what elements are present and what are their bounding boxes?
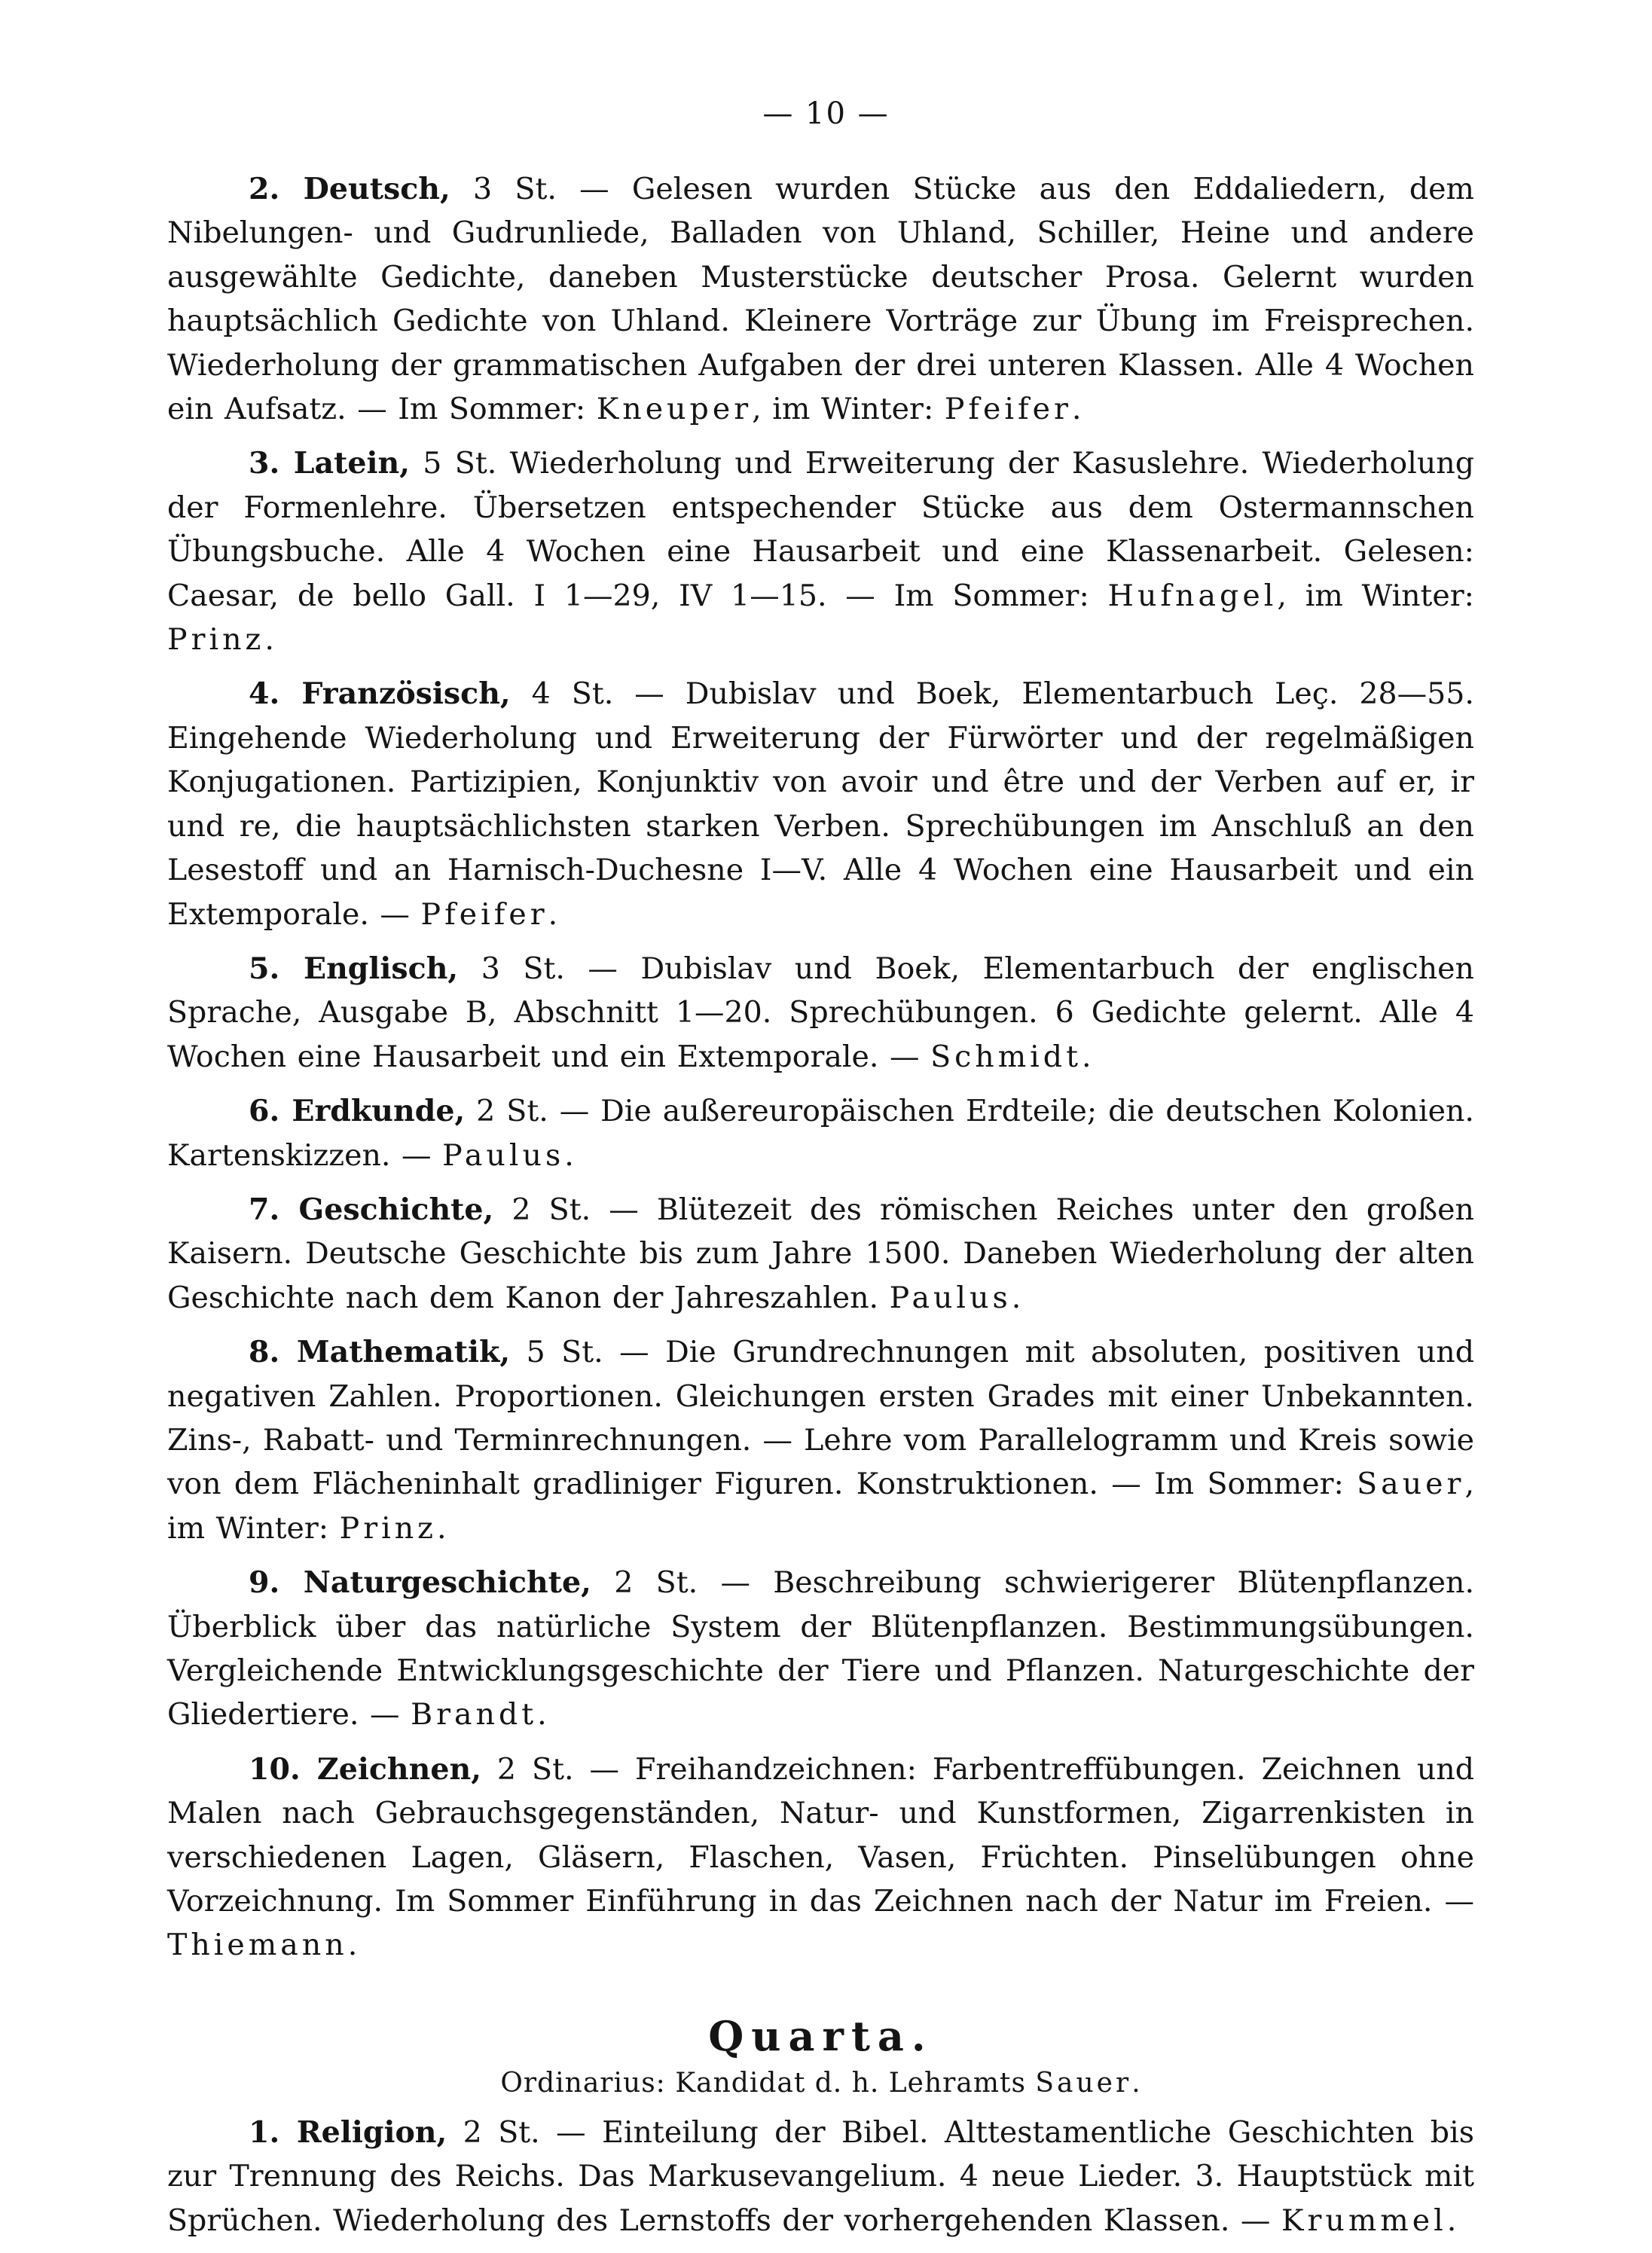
section-zeichnen <box>167 1748 1474 1968</box>
section-text: . <box>548 896 558 932</box>
subject-heading: 10. Zeichnen, <box>249 1751 481 1787</box>
section-text: . <box>264 622 274 658</box>
page-number: — 10 — <box>762 96 890 131</box>
section-text: . <box>1446 2203 1457 2238</box>
teacher-name: Kneuper <box>596 392 753 427</box>
teacher-name: Paulus <box>889 1280 1012 1315</box>
section-text: 3 St. — Dubislav und Boek, Elementarbuch der englischen Sprache, Ausgabe B, Abschnitt 1—20. Sprechübungen. 6 Gedichte gelernt. Alle 4 Wochen eine Hausarbeit und ein Extemporale. — <box>167 951 1475 1074</box>
section-text: . <box>1011 1280 1021 1315</box>
section-text: 4 St. — Dubislav und Boek, Elementarbuch Leç. 28—55. Eingehende Wiederholung und Erweiterung der Fürwörter und der regelmäßigen Konjugationen. Partizipien, Konjunktiv von avoir und être und der Verben auf er, ir und re, die hauptsächlichsten starken Verben. Sprechübungen im Anschluß an den Lesestoff und an Harnisch-Duchesne I—V. Alle 4 Wochen eine Hausarbeit und ein Extemporale. — <box>167 676 1474 932</box>
subject-heading: 2. Deutsch, <box>249 172 450 206</box>
teacher-name: Pfeifer <box>420 896 548 932</box>
subject-heading: 9. Naturgeschichte, <box>249 1565 591 1601</box>
subject-heading: 4. Französisch, <box>249 676 511 712</box>
page-content <box>167 167 1474 2253</box>
teacher-name: Hufnagel <box>1107 578 1278 613</box>
subject-heading: 3. Latein, <box>249 446 410 481</box>
section-text: . <box>1081 1039 1092 1074</box>
section-text: 2 St. — Beschreibung schwierigerer Blütenpflanzen. Überblick über das natürliche System der Blütenpflanzen. Bestimmungsübungen. Vergleichende Entwicklungsgeschichte der Tiere und Pflanzen. Naturgeschichte der Gliedertiere. — <box>167 1565 1475 1732</box>
teacher-name: Schmidt <box>930 1039 1082 1074</box>
teacher-name: Paulus <box>442 1137 565 1173</box>
teacher-name: Prinz <box>167 622 265 658</box>
teacher-name: Krummel <box>1281 2203 1447 2238</box>
teacher-name: Sauer <box>1357 1467 1465 1502</box>
section-text: 2 St. — Freihandzeichnen: Farbentreffübungen. Zeichnen und Malen nach Gebrauchsgegenständen, Natur- und Kunstformen, Zigarrenkisten in verschiedenen Lagen, Gläsern, Flaschen, Vasen, Früchten. Pinselübungen ohne Vorzeichnung. Im Sommer Einführung in das Zeichnen nach der Natur im Freien. — <box>167 1751 1474 1919</box>
section-text: 2 St. — Einteilung der Bibel. Alttestamentliche Geschichten bis zur Trennung des Reichs. Das Markusevangelium. 4 neue Lieder. 3. Hauptstück mit Sprüchen. Wiederholung des Lernstoffs der vorhergehenden Klassen. — <box>167 2114 1474 2238</box>
section-franzoesisch <box>167 672 1474 936</box>
section-deutsch <box>167 167 1474 431</box>
class-title-quarta: Quarta. <box>708 2011 933 2060</box>
teacher-name: Brandt <box>411 1697 538 1732</box>
section-text: 5 St. — Die Grundrechnungen mit absoluten, positiven und negativen Zahlen. Proportionen. Gleichungen ersten Grades mit einer Unbekannten. Zins-, Rabatt- und Terminrechnungen. — Lehre vom Parallelogramm und Kreis sowie von dem Flächeninhalt gradliniger Figuren. Konstruktionen. — Im Sommer: <box>167 1335 1474 1502</box>
subject-heading: 8. Mathematik, <box>249 1335 511 1370</box>
section-erdkunde <box>167 1089 1474 1177</box>
section-geschichte <box>167 1188 1474 1320</box>
ordinarius-line <box>167 2064 1474 2103</box>
teacher-name: Sauer <box>1035 2067 1132 2099</box>
section-text: . <box>537 1697 547 1732</box>
section-naturgeschichte <box>167 1561 1474 1737</box>
teacher-name: Prinz <box>339 1510 437 1546</box>
section-mathematik <box>167 1330 1474 1550</box>
section-text: 3 St. — Gelesen wurden Stücke aus den Eddaliedern, dem Nibelungen- und Gudrunliede, Balladen von Uhland, Schiller, Heine und andere ausgewählte Gedichte, daneben Musterstücke deutscher Prosa. Gelernt wurden hauptsächlich Gedichte von Uhland. Kleinere Vorträge zur Übung im Freisprechen. Wiederholung der grammatischen Aufgaben der drei unteren Klassen. Alle 4 Wochen ein Aufsatz. — Im Sommer: <box>167 172 1474 427</box>
section-text: 5 St. Wiederholung und Erweiterung der Kasuslehre. Wiederholung der Formenlehre. Übersetzen entspechender Stücke aus dem Ostermannschen Übungsbuche. Alle 4 Wochen eine Hausarbeit und eine Klassenarbeit. Gelesen: Caesar, de bello Gall. I 1—29, IV 1—15. — Im Sommer: <box>167 446 1474 613</box>
subject-heading: 7. Geschichte, <box>249 1192 494 1227</box>
section-text: , im Winter: <box>1277 578 1474 613</box>
ordinarius-text: . <box>1131 2067 1141 2099</box>
section-text: . <box>1071 392 1082 427</box>
ordinarius-text: Ordinarius: Kandidat d. h. Lehramts <box>500 2067 1036 2099</box>
subject-heading: 6. Erdkunde, <box>249 1094 466 1129</box>
section-latein <box>167 441 1474 661</box>
section-text: . <box>564 1137 574 1173</box>
section-text: . <box>347 1928 358 1963</box>
section-text: 2 St. — Blütezeit des römischen Reiches unter den großen Kaisern. Deutsche Geschichte bis zum Jahre 1500. Daneben Wiederholung der alten Geschichte nach dem Kanon der Jahreszahlen. <box>167 1192 1474 1315</box>
section-englisch <box>167 947 1474 1079</box>
teacher-name: Pfeifer <box>944 392 1072 427</box>
teacher-name: Thiemann <box>167 1928 348 1963</box>
subject-heading: 1. Religion, <box>249 2114 447 2150</box>
section-text: , im Winter: <box>752 392 945 427</box>
section-text: 2 St. — Die außereuropäischen Erdteile; die deutschen Kolonien. Kartenskizzen. — <box>167 1094 1474 1173</box>
subject-heading: 5. Englisch, <box>249 951 459 986</box>
section-text: . <box>436 1510 447 1546</box>
section-text: , im Winter: <box>167 1467 1474 1546</box>
section-religion <box>167 2111 1474 2242</box>
